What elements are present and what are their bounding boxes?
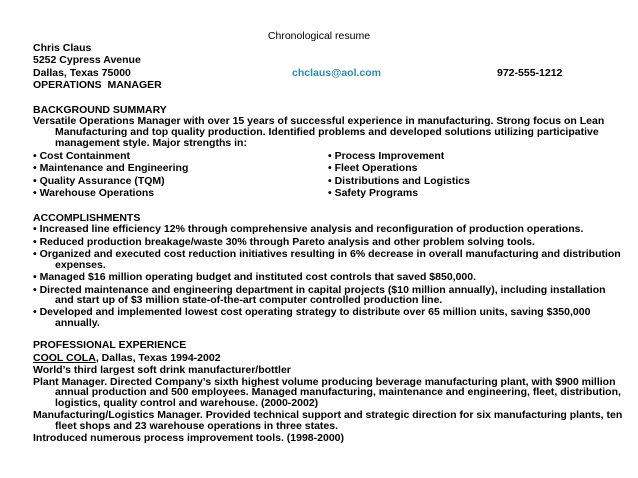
- strength-item: • Fleet Operations: [328, 162, 418, 175]
- strength-item: • Cost Containment: [33, 149, 131, 162]
- employer-details: , Dallas, Texas 1994-2002: [95, 351, 221, 364]
- accomplishment-item: • Managed $16 million operating budget and instituted cost controls that saved $850,000.: [33, 271, 477, 284]
- candidate-name: Chris Claus: [33, 42, 92, 54]
- role-entry: Manufacturing/Logistics Manager. Provided technical support and strategic direction for six manufacturing plants, ten fleet shops and 23 warehouse operations in three states.: [33, 409, 623, 432]
- contact-row: [33, 67, 623, 79]
- background-heading: BACKGROUND SUMMARY: [33, 104, 167, 116]
- strength-item: • Distributions and Logistics: [328, 174, 470, 187]
- employer-line: [33, 352, 623, 364]
- document-title: Chronological resume: [267, 30, 371, 42]
- strength-item: • Process Improvement: [328, 149, 445, 162]
- experience-heading: PROFESSIONAL EXPERIENCE: [33, 339, 187, 352]
- background-summary: Versatile Operations Manager with over 15 years of successful experience in manufacturing. Strong focus on Lean Manufacturing and top quality production. Identified problems and developed solutions utilizing participative management style. Major strengths in:: [33, 115, 605, 149]
- strength-item: • Warehouse Operations: [33, 187, 155, 200]
- strength-item: • Safety Programs: [328, 187, 419, 200]
- resume-content: [33, 42, 623, 446]
- accomplishment-item: • Increased line efficiency 12% through comprehensive analysis and reconfiguration of production operations.: [33, 223, 584, 236]
- strengths-right-column: [328, 150, 623, 200]
- accomplishment-item: • Developed and implemented lowest cost operating strategy to distribute over 65 million units, saving $350,000 annually.: [33, 306, 591, 330]
- accomplishments-heading: ACCOMPLISHMENTS: [33, 211, 141, 224]
- employer-description: World’s third largest soft drink manufacturer/bottler: [33, 364, 291, 377]
- street-address: 5252 Cypress Avenue: [33, 54, 141, 67]
- role-entry: Introduced numerous process improvement tools. (1998-2000): [33, 432, 345, 445]
- strength-item: • Quality Assurance (TQM): [33, 174, 165, 187]
- phone-number: 972-555-1212: [497, 66, 563, 79]
- employer-name: COOL COLA: [33, 351, 96, 364]
- city-state-zip: Dallas, Texas 75000: [33, 66, 131, 79]
- strengths-list: [33, 150, 623, 200]
- accomplishment-item: • Directed maintenance and engineering department in capital projects ($10 million annually), including installation and start up of $3 million state-of-the-art computer controlled production line.: [33, 283, 606, 307]
- position-title: OPERATIONS MANAGER: [33, 79, 162, 92]
- accomplishment-item: • Reduced production breakage/waste 30% through Pareto analysis and other problem solving tools.: [33, 235, 535, 248]
- email-address[interactable]: chclaus@aol.com: [292, 66, 382, 79]
- accomplishment-item: • Organized and executed cost reduction initiatives resulting in 6% decrease in overall manufacturing and distribution expenses.: [33, 248, 621, 271]
- strength-item: • Maintenance and Engineering: [33, 162, 189, 175]
- role-entry: Plant Manager. Directed Company’s sixth highest volume producing beverage manufacturing plant, with $900 million annual production and 500 employees. Managed manufacturing, maintenance and engineering, fleet, distribution, logistics, quality control and warehouse. (2000-2002): [33, 375, 621, 409]
- strengths-left-column: [33, 150, 328, 200]
